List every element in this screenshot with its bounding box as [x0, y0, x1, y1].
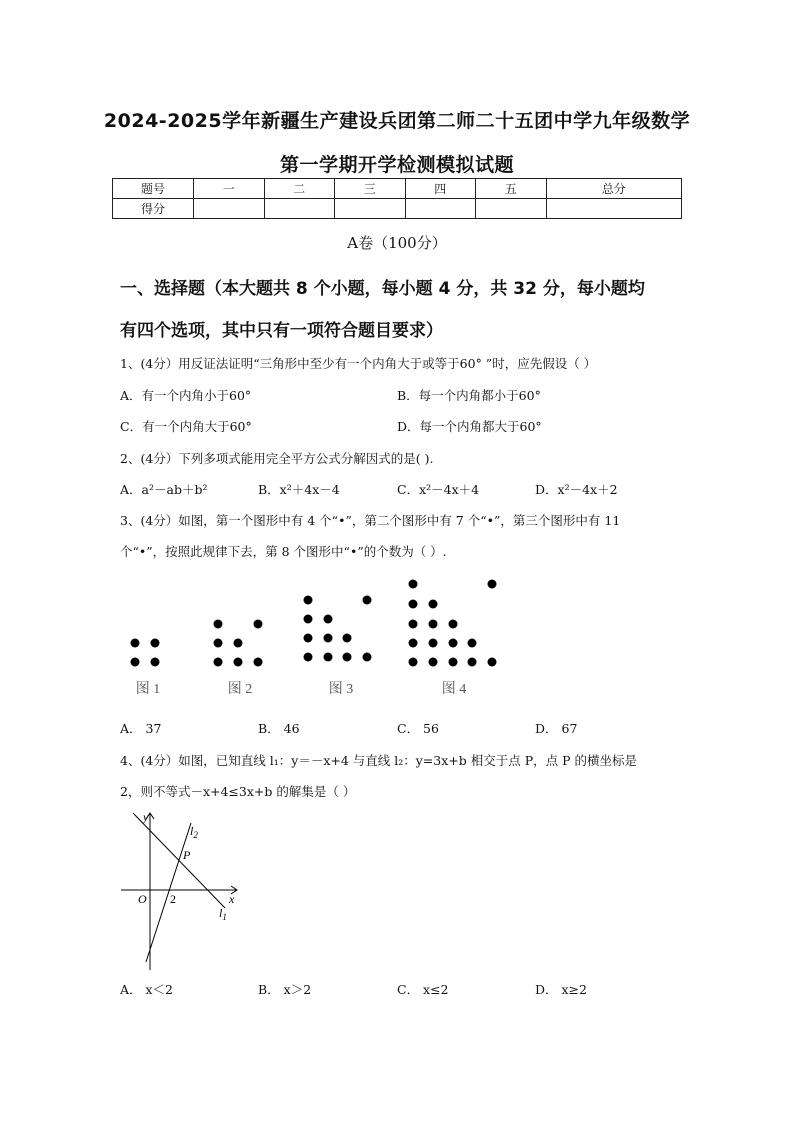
q1-option-d: D．每一个内角都大于60°	[397, 419, 542, 434]
q3-option-c: C． 56	[397, 721, 439, 736]
score-entry	[405, 199, 476, 219]
paper-label: A卷（100分）	[347, 234, 447, 252]
q1-option-c: C．有一个内角大于60°	[120, 419, 252, 434]
score-table-score-row	[113, 199, 682, 219]
q3-stem-line1: 3、(4分）如图，第一个图形中有 4 个“•”，第二个图形中有 7 个“•”，第三个图形中有 11	[120, 513, 621, 528]
score-cell: 题号	[113, 179, 194, 199]
q3-option-d: D． 67	[535, 721, 578, 736]
score-entry	[546, 199, 682, 219]
score-row-label: 得分	[113, 199, 194, 219]
q4-option-c: C． x≤2	[397, 982, 449, 997]
section-heading-line1: 一、选择题（本大题共 8 个小题，每小题 4 分，共 32 分，每小题均	[120, 279, 645, 299]
q4-coordinate-graph	[115, 805, 255, 975]
q2-option-c: C．x²－4x＋4	[397, 482, 480, 497]
score-cell: 三	[335, 179, 406, 199]
figure-3-label: 图 3	[328, 682, 354, 697]
q2-option-d: D．x²－4x＋2	[535, 482, 618, 497]
q3-option-a: A． 37	[120, 721, 162, 736]
score-table	[112, 178, 682, 219]
q4-option-a: A． x＜2	[120, 982, 174, 997]
figure-4-label: 图 4	[441, 682, 467, 697]
q4-option-d: D． x≥2	[535, 982, 587, 997]
figure-4-dots	[409, 580, 497, 667]
point-p-label: P	[183, 848, 191, 862]
exam-title-line1: 2024-2025学年新疆生产建设兵团第二师二十五团中学九年级数学	[103, 110, 691, 132]
section-heading-line2: 有四个选项，其中只有一项符合题目要求）	[120, 321, 443, 341]
q1-option-a: A．有一个内角小于60°	[120, 388, 252, 403]
figure-1-label: 图 1	[135, 682, 161, 697]
q2-option-b: B．x²＋4x－4	[258, 482, 340, 497]
score-entry	[335, 199, 406, 219]
score-cell: 五	[476, 179, 547, 199]
q3-stem-line2: 个“•”，按照此规律下去，第 8 个图形中“•”的个数为（ ）.	[120, 544, 447, 559]
figure-2-label: 图 2	[227, 682, 253, 697]
q4-option-b: B． x＞2	[258, 982, 312, 997]
q4-stem-line1: 4、(4分）如图，已知直线 l₁：y＝－x+4 与直线 l₂：y=3x+b 相交于点 P，点 P 的横坐标是	[120, 753, 637, 768]
score-table-header-row	[113, 179, 682, 199]
q1-option-b: B．每一个内角都小于60°	[397, 388, 541, 403]
origin-label: O	[138, 892, 147, 906]
line-l2	[146, 823, 191, 962]
q2-stem: 2、(4分）下列多项式能用完全平方公式分解因式的是( ).	[120, 451, 434, 466]
x-tick-2-label: 2	[170, 892, 176, 906]
q1-stem: 1、(4分）用反证法证明“三角形中至少有一个内角大于或等于60° ”时，应先假设（ ）	[120, 356, 597, 371]
l2-label: $l_2$	[190, 824, 198, 840]
y-axis-label: y	[143, 810, 149, 824]
figure-3-dots	[304, 596, 372, 662]
x-axis-label: x	[229, 892, 235, 906]
score-cell: 一	[194, 179, 265, 199]
q3-dot-pattern-figure	[0, 570, 794, 705]
q2-option-a: A．a²－ab＋b²	[120, 482, 208, 497]
score-cell: 总分	[546, 179, 682, 199]
q3-option-b: B． 46	[258, 721, 300, 736]
exam-title-line2: 第一学期开学检测模拟试题	[279, 154, 514, 176]
l1-label: $l_1$	[219, 906, 227, 922]
score-entry	[264, 199, 335, 219]
figure-2-dots	[214, 620, 263, 667]
figure-1-dots	[131, 639, 160, 667]
score-entry	[194, 199, 265, 219]
q4-stem-line2: 2，则不等式－x+4≤3x+b 的解集是（ ）	[120, 784, 356, 799]
score-entry	[476, 199, 547, 219]
score-cell: 四	[405, 179, 476, 199]
score-cell: 二	[264, 179, 335, 199]
